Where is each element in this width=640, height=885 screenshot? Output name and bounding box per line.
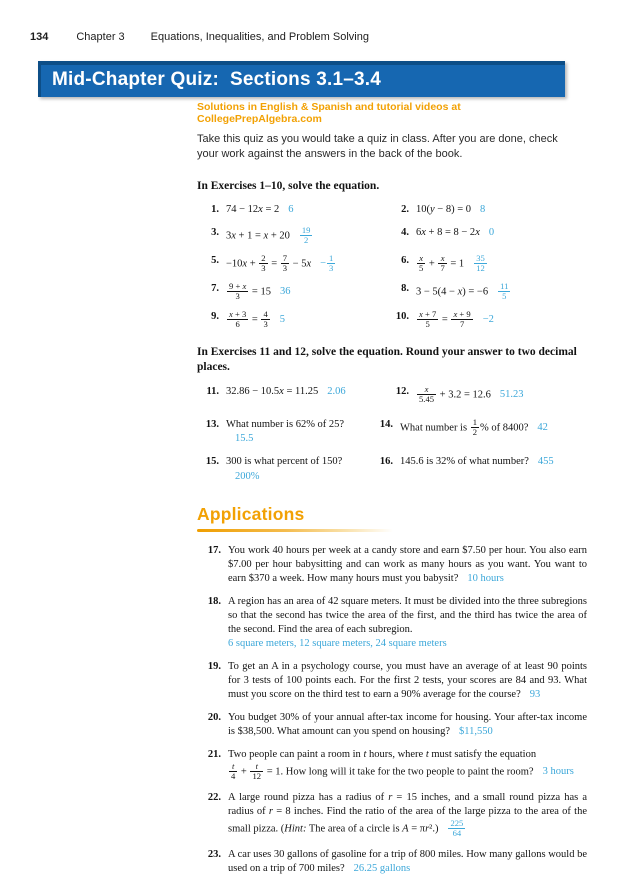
application-text: Two people can paint a room in t hours, where t must satisfy the equation $\frac{t}{4}$ + $\frac{t}{12}$ = 1. How long will it take for the two people to paint the room? 3 hours	[228, 748, 574, 782]
exercise-grid	[197, 385, 587, 413]
section-heading: In Exercises 11 and 12, solve the equation. Round your answer to two decimal places.	[197, 345, 577, 374]
exercise-answer: − $\frac{1}{3}$	[320, 252, 334, 274]
exercise-item	[197, 226, 387, 246]
quiz-banner-title: Mid-Chapter Quiz: Sections 3.1–3.4	[52, 68, 382, 90]
chapter-title: Equations, Inequalities, and Problem Solving	[150, 31, 369, 43]
exercise-number: 8.	[401, 282, 409, 294]
exercise-item	[197, 385, 387, 405]
exercise-item	[387, 282, 587, 302]
exercise-number: 11.	[206, 385, 219, 397]
exercise-item	[197, 418, 371, 447]
application-item	[197, 711, 587, 739]
exercise-equation: 145.6 is 32% of what number? 455	[400, 456, 554, 468]
exercise-equation: What number is $\frac{1}{2}$ % of 8400? 42	[400, 416, 548, 438]
fraction: $\frac{t}{12}$	[252, 760, 262, 782]
application-number: 20.	[207, 711, 221, 723]
quiz-banner	[38, 61, 565, 97]
chapter-label: Chapter 3	[76, 31, 125, 43]
fraction: $\frac{x}{5}$	[419, 252, 424, 274]
applications-heading: Applications	[197, 504, 305, 525]
application-item	[197, 848, 587, 876]
fraction: $\frac{x}{7}$	[440, 252, 445, 274]
exercise-item	[197, 282, 387, 302]
exercise-item	[387, 203, 587, 218]
exercise-number: 16.	[379, 456, 393, 468]
application-text: A car uses 30 gallons of gasoline for a trip of 800 miles. How many gallons would be used on a trip of 700 miles? 26.25 gallons	[228, 848, 587, 874]
exercise-item	[197, 455, 371, 484]
exercise-equation: 32.86 − 10.5x = 11.25 2.06	[226, 385, 346, 397]
exercise-answer: 8	[480, 204, 486, 216]
exercise-equation: 3 − 5(4 − x) = −6 $\frac{11}{5}$	[416, 282, 511, 302]
fraction: $\frac{x}{5.45}$	[419, 383, 435, 405]
exercise-answer: 42	[537, 422, 548, 434]
application-item	[197, 595, 587, 651]
exercise-number: 2.	[401, 204, 409, 216]
exercise-item	[197, 254, 387, 274]
exercise-equation: 74 − 12x = 2 6	[226, 204, 294, 216]
exercise-item	[371, 418, 587, 447]
application-answer: 10 hours	[467, 573, 504, 585]
exercise-number: 1.	[211, 204, 219, 216]
exercise-equation: $\frac{x}{5}$ + $\frac{x}{7}$ = 1 $\frac{35}{12}$	[416, 254, 488, 274]
exercise-number: 10.	[395, 310, 409, 322]
exercise-number: 14.	[379, 418, 393, 430]
fraction: $\frac{19}{2}$	[301, 224, 311, 246]
application-answer: 3 hours	[542, 766, 574, 778]
exercise-item	[387, 226, 587, 246]
exercise-number: 4.	[401, 226, 409, 238]
application-text: A region has an area of 42 square meters. It must be divided into the three subregions so that the second has twice the area of the first, and the third has twice the area of the second. Find the area of each subregion. 6 square meters, 12 square meters, 24 square meters	[228, 596, 587, 650]
application-number: 23.	[207, 848, 221, 860]
fraction: $\frac{9 + x}{3}$	[229, 280, 247, 302]
application-answer: 93	[529, 689, 541, 701]
exercise-number: 15.	[205, 456, 219, 468]
exercise-equation: $\frac{9 + x}{3}$ = 15 36	[229, 280, 291, 302]
quiz-content	[197, 101, 587, 885]
exercise-answer: 200%	[235, 470, 260, 482]
exercise-number: 3.	[211, 226, 219, 238]
application-item	[197, 748, 587, 782]
application-answer: $11,550	[459, 725, 493, 737]
exercise-item	[371, 455, 587, 484]
exercise-answer: 0	[488, 226, 495, 238]
applications-section	[197, 504, 587, 875]
exercise-number: 5.	[211, 254, 219, 266]
application-number: 18.	[207, 596, 221, 608]
fraction: $\frac{225}{64}$	[450, 817, 464, 839]
application-item	[197, 791, 587, 839]
exercise-item	[387, 385, 587, 405]
fraction: $\frac{1}{3}$	[329, 252, 334, 274]
application-text: You work 40 hours per week at a candy store and earn $7.50 per hour. You also earn $7.00 per hour babysitting and can work as many hours as you want. You want to earn $370 a week. How many hours must you babysit? 10 hours	[228, 545, 587, 585]
exercise-item	[197, 203, 387, 218]
page-header	[30, 31, 369, 43]
exercise-number: 12.	[395, 385, 409, 397]
exercise-equation: $\frac{x}{5.45}$ + 3.2 = 12.6 51.23	[419, 383, 524, 405]
page-number: 134	[30, 31, 49, 43]
fraction: $\frac{35}{12}$	[476, 252, 485, 274]
exercise-answer: 36	[279, 286, 291, 298]
application-answer	[447, 817, 466, 839]
exercise-equation: $\frac{x + 3}{6}$ = $\frac{4}{3}$ 5	[229, 308, 285, 330]
exercise-section	[197, 179, 587, 338]
exercise-grid	[197, 418, 587, 493]
exercise-number: 6.	[401, 254, 409, 266]
exercise-number: 13.	[205, 418, 219, 430]
promo-line: Solutions in English & Spanish and tutorial videos at CollegePrepAlgebra.com	[197, 101, 461, 125]
fraction: $\frac{1}{2}$	[472, 416, 477, 438]
fraction: $\frac{t}{4}$	[231, 760, 236, 782]
exercise-answer	[497, 280, 511, 302]
exercise-equation: 300 is what percent of 150?200%	[226, 456, 343, 482]
exercise-equation: $\frac{x + 7}{5}$ = $\frac{x + 9}{7}$ −2	[419, 308, 494, 330]
exercise-answer: 455	[537, 456, 554, 468]
exercise-answer: 15.5	[235, 433, 254, 445]
application-number: 19.	[207, 661, 221, 673]
application-answer: 26.25 gallons	[353, 862, 411, 874]
exercise-answer	[473, 252, 488, 274]
exercise-answer: 2.06	[327, 385, 346, 397]
application-number: 21.	[207, 748, 221, 760]
exercise-answer: 6	[288, 204, 294, 216]
application-answer: 6 square meters, 12 square meters, 24 square meters	[228, 638, 447, 650]
fraction: $\frac{11}{5}$	[500, 280, 509, 302]
exercise-equation: −10x + $\frac{2}{3}$ = $\frac{7}{3}$ − 5x − $\frac{1}{3}$	[226, 254, 336, 274]
application-item	[197, 660, 587, 702]
exercise-number: 7.	[211, 282, 219, 294]
exercise-sections	[197, 179, 587, 493]
exercise-item	[197, 310, 387, 330]
intro-text: Take this quiz as you would take a quiz in class. After you are done, check your work against the answers in the back of the book.	[197, 133, 558, 161]
exercise-equation: 6x + 8 = 8 − 2x 0	[416, 226, 495, 238]
applications-items	[197, 544, 587, 875]
exercise-equation: What number is 62% of 25?15.5	[226, 418, 345, 445]
exercise-item	[387, 254, 587, 274]
exercise-answer: 51.23	[499, 389, 524, 401]
exercise-answer: −2	[482, 314, 494, 326]
application-number: 17.	[207, 545, 221, 557]
exercise-answer: 5	[279, 314, 285, 326]
application-text: You budget 30% of your annual after-tax income for housing. Your after-tax income is $38,500. What amount can you spend on housing? $11,550	[228, 711, 587, 737]
exercise-equation: 3x + 1 = x + 20 $\frac{19}{2}$	[226, 226, 313, 246]
exercise-section	[197, 418, 587, 493]
fraction: $\frac{x + 3}{6}$	[229, 308, 247, 330]
exercise-number: 9.	[211, 310, 219, 322]
fraction: $\frac{2}{3}$	[261, 252, 266, 274]
application-item	[197, 544, 587, 586]
fraction: $\frac{x + 9}{7}$	[453, 308, 471, 330]
exercise-section	[197, 345, 587, 413]
application-text: To get an A in a psychology course, you must have an average of at least 90 points for 3 tests of 100 points each. For the first 2 tests, your scores are 84 and 93. What must you score on the third test to earn a 90% average for the course? 93	[228, 661, 587, 701]
exercise-grid	[197, 203, 587, 337]
exercise-item	[387, 310, 587, 330]
fraction: $\frac{7}{3}$	[282, 252, 288, 274]
exercise-answer	[299, 224, 314, 246]
fraction: $\frac{x + 7}{5}$	[419, 308, 437, 330]
fraction: $\frac{4}{3}$	[263, 308, 268, 330]
exercise-equation: 10(y − 8) = 0 8	[416, 204, 486, 216]
section-heading: In Exercises 1–10, solve the equation.	[197, 179, 380, 192]
application-text: A large round pizza has a radius of r = 15 inches, and a small round pizza has a radius of r = 8 inches. Find the ratio of the area of the large pizza to the area of the small pizza. (Hint: The area of a circle is A = πr².) $\frac{225}{64}$	[228, 791, 587, 839]
applications-underline-rule	[197, 529, 393, 532]
application-number: 22.	[207, 791, 221, 803]
